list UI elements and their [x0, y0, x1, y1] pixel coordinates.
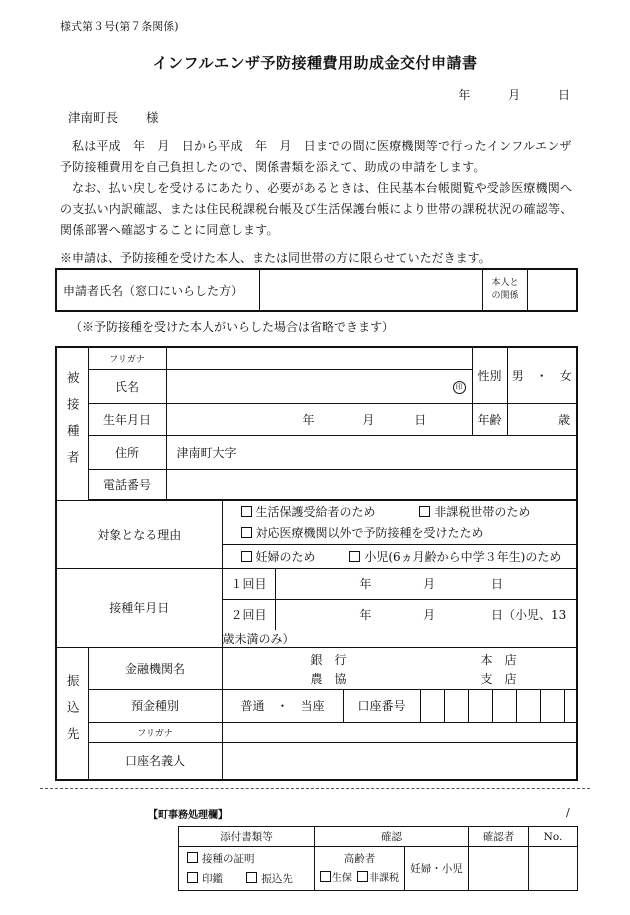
application-statement: 私は平成 年 月 日から平成 年 月 日までの間に医療機関等で行ったインフルエンザ予防接種費用を自己負担したので、関係書類を添えて、助成の申請をします。: [60, 139, 572, 174]
office-table: [178, 826, 578, 891]
phone-label: 電話番号: [88, 469, 166, 499]
office-slash: /: [566, 806, 570, 819]
checkbox-other-clinic[interactable]: [241, 527, 252, 538]
reason-row-1: [222, 500, 577, 522]
docs-cell: [179, 847, 315, 891]
account-digit-3[interactable]: [468, 690, 492, 722]
age-unit: 歳: [557, 412, 570, 427]
institution-field[interactable]: [222, 647, 577, 689]
reason-other-clinic: 対応医療機関以外で予防接種を受けたため: [255, 526, 484, 541]
first-day: 日: [491, 576, 504, 591]
second-day-note: 日（小児、13歳未満のみ）: [222, 607, 567, 646]
holder-label: 口座名義人: [88, 742, 222, 780]
account-digit-1[interactable]: [420, 690, 444, 722]
addressee-honorific: 様: [146, 110, 159, 125]
checkbox-welfare-office[interactable]: [320, 871, 331, 882]
bank-section-label: 振込先: [56, 647, 88, 780]
applicant-name-field[interactable]: [260, 269, 483, 311]
form-number: 様式第３号(第７条関係): [60, 20, 179, 33]
reason-nontax: 非課税世帯のため: [434, 504, 531, 519]
relation-field[interactable]: [528, 269, 578, 311]
preg-child-label: 妊婦・小児: [405, 847, 469, 891]
no-field[interactable]: [529, 847, 578, 891]
furigana-label: フリガナ: [88, 347, 166, 369]
cut-line: [40, 788, 590, 789]
age-field[interactable]: [507, 403, 577, 435]
account-digit-5[interactable]: [516, 690, 540, 722]
consent-statement: なお、払い戻しを受けるにあたり、必要があるときは、住民基本台帳閲覧や受診医療機関への支払い内訳確認、または住民税課税台帳及び生活保護台帳により世帯の課税状況の確認等、関係部署へ確認することに同意します。: [60, 181, 573, 237]
account-type-options[interactable]: 普通 ・ 当座: [223, 690, 344, 722]
doc-proof: 接種の証明: [202, 852, 255, 865]
reason-welfare: 生活保護受給者のため: [255, 504, 376, 519]
first-dose-label: １回目: [223, 569, 276, 599]
reason-row-2: [222, 522, 577, 544]
vaccination-first-row[interactable]: [222, 568, 577, 599]
dob-day: 日: [414, 412, 427, 427]
col-no: No.: [529, 827, 578, 847]
elderly-cell: [315, 847, 405, 891]
account-digit-2[interactable]: [444, 690, 468, 722]
checkbox-transfer[interactable]: [246, 872, 257, 883]
sex-label: 性別: [472, 347, 507, 403]
welfare-label: 生保: [331, 872, 352, 884]
name-field[interactable]: [166, 369, 472, 403]
applicant-name-label: 申請者氏名（窓口にいらした方）: [56, 269, 260, 311]
nontax-label: 非課税: [369, 872, 400, 884]
holder-furigana-label: フリガナ: [88, 722, 222, 742]
account-no-label: 口座番号: [343, 690, 420, 722]
applicant-table: [55, 268, 578, 312]
first-year: 年: [359, 576, 372, 591]
account-type-label: 預金種別: [88, 689, 222, 722]
institution-label: 金融機関名: [88, 647, 222, 689]
col-checker: 確認者: [469, 827, 529, 847]
date-day: 日: [557, 88, 570, 102]
account-row: [222, 689, 577, 722]
reason-label: 対象となる理由: [56, 500, 222, 568]
checkbox-child[interactable]: [349, 551, 360, 562]
first-month: 月: [423, 576, 436, 591]
coop-label: 農 協: [310, 672, 347, 686]
checkbox-pregnant[interactable]: [241, 551, 252, 562]
seal-icon: 印: [453, 381, 466, 394]
relation-label: [483, 269, 528, 311]
reason-row-3: [222, 544, 577, 568]
checkbox-nontax[interactable]: [419, 506, 430, 517]
checkbox-seal[interactable]: [187, 872, 198, 883]
reason-pregnant: 妊婦のため: [255, 549, 316, 564]
address-field[interactable]: [166, 435, 577, 469]
subject-section-label: 被接種者: [56, 347, 88, 500]
col-confirm: 確認: [315, 827, 469, 847]
sex-options[interactable]: 男 ・ 女: [507, 347, 577, 403]
dob-field[interactable]: [166, 403, 472, 435]
checker-field[interactable]: [469, 847, 529, 891]
checkbox-proof[interactable]: [187, 852, 198, 863]
subject-table: [55, 346, 578, 781]
date-year: 年: [458, 88, 471, 102]
branch-label: 支 店: [480, 672, 517, 686]
address-prefix: 津南町大字: [176, 445, 237, 460]
account-inner-table: [223, 690, 577, 722]
col-docs: 添付書類等: [179, 827, 315, 847]
account-digit-7[interactable]: [564, 690, 576, 722]
addressee-name: 津南町長: [68, 110, 119, 125]
page-title: インフルエンザ予防接種費用助成金交付申請書: [152, 54, 478, 72]
age-label: 年齢: [472, 403, 507, 435]
holder-field[interactable]: [222, 742, 577, 780]
office-section-label: 【町事務処理欄】: [148, 810, 228, 821]
second-dose-label: ２回目: [223, 600, 276, 630]
bank-label: 銀 行: [310, 653, 347, 667]
omission-note: （※予防接種を受けた本人がいらした場合は省略できます）: [70, 320, 395, 334]
second-year: 年: [359, 607, 372, 622]
dob-month: 月: [362, 412, 375, 427]
account-digit-6[interactable]: [540, 690, 564, 722]
name-label: 氏名: [88, 369, 166, 403]
relation-label-line1: 本人と: [491, 278, 519, 288]
vaccination-second-row[interactable]: [222, 599, 577, 647]
date-month: 月: [508, 88, 521, 102]
checkbox-nontax-office[interactable]: [357, 871, 368, 882]
eligibility-note: ※申請は、予防接種を受けた本人、または同世帯の方に限らせていただきます。: [60, 251, 491, 265]
relation-label-line2: の関係: [491, 291, 519, 301]
head-office-label: 本 店: [480, 653, 517, 667]
doc-seal: 印鑑: [202, 872, 223, 885]
dob-label: 生年月日: [88, 403, 166, 435]
account-digit-4[interactable]: [492, 690, 516, 722]
addressee: [68, 108, 159, 126]
dob-year: 年: [302, 412, 315, 427]
checkbox-welfare[interactable]: [241, 506, 252, 517]
vaccination-label: 接種年月日: [56, 568, 222, 647]
furigana-field[interactable]: [166, 347, 472, 369]
second-month: 月: [423, 607, 436, 622]
address-label: 住所: [88, 435, 166, 469]
elderly-label: 高齢者: [343, 852, 376, 865]
application-date: [440, 86, 570, 103]
phone-field[interactable]: [166, 469, 577, 499]
reason-child: 小児(6ヵ月齢から中学３年生)のため: [364, 549, 562, 564]
holder-furigana-field[interactable]: [222, 722, 577, 742]
doc-transfer: 振込先: [261, 872, 293, 885]
